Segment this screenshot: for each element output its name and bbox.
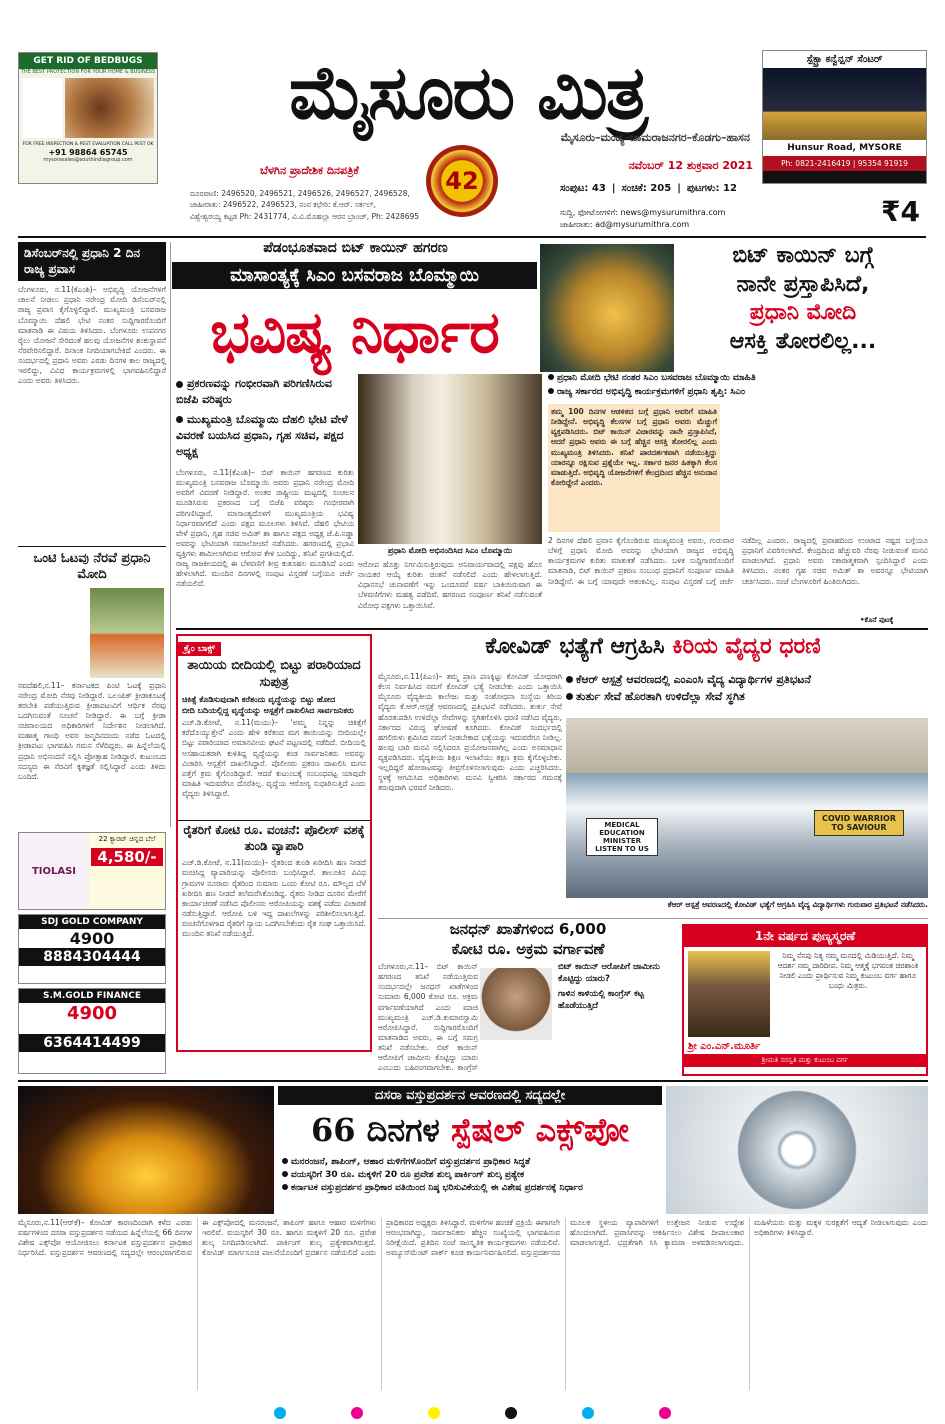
bedbugs-ad-subtitle: THE BEST PROTECTION FOR YOUR HOME & BUSINESS [20, 69, 156, 75]
bitcoin-bullet-2-text: ರಾಜ್ಯ ಸರ್ಕಾರದ ಅಭಿವೃದ್ಧಿ ಕಾರ್ಯಕ್ರಮಗಳಿಗೆ ಪ್ರಧಾನಿ ತೃಪ್ತಿ: ಸಿಎಂ [557, 386, 745, 397]
dasara-bullet-3-text: ಕರ್ನಾಟಕ ವಸ್ತುಪ್ರದರ್ಶನ ಪ್ರಾಧಿಕಾರ ವತಿಯಿಂದ ನಿಷ್ಠ ಭರಿಸುವಿಕೆಯಲ್ಲಿ ಈ ವಿಶೇಷ ಪ್ರದರ್ಶನಕ್ಕೆ ನಿರ್ಧಾರ [291, 1183, 583, 1194]
crime-sub-1b: ಬೀದಿ ಬದಿಯಲ್ಲಿದ್ದ ವೃದ್ಧೆಯನ್ನು ಆಸ್ಪತ್ರೆಗೆ ದಾಖಲಿಸಿದ ಸಾರ್ವಜನಿಕರು [182, 705, 354, 715]
section-rule-2 [378, 918, 928, 919]
dasara-bullet-1-text: ಮನರಂಜನೆ, ಶಾಪಿಂಗ್, ಆಹಾರ ಮಳಿಗೆಗಳೊಂದಿಗೆ ವಸ್ತುಪ್ರದರ್ಶನ ಪ್ರಾಧಿಕಾರ ಸಿದ್ಧತೆ [291, 1157, 531, 1167]
doctors-caption: ಕೆಆರ್ ಆಸ್ಪತ್ರೆ ಆವರಣದಲ್ಲಿ ಕೋವಿಡ್ ಭತ್ಯೆಗೆ ಆಗ್ರಹಿಸಿ ವೈದ್ಯ ವಿದ್ಯಾರ್ಥಿಗಳು ಗುರುವಾರ ಪ್ರತಿಭಟನೆ ನಡೆಸಿದರು. [667, 900, 928, 909]
sdj-phone: 8884304444 [19, 948, 165, 966]
tribute-title: 1ನೇ ವರ್ಷದ ಪುಣ್ಯಸ್ಮರಣೆ [684, 926, 926, 947]
dasara-body: ಮೈಸೂರು,ನ.11(ಆರ್‌ಕೆ)– ಕೋವಿಡ್ ಕಾರಣದಿಂದಾಗಿ ಕಳೆದ ಎರಡು ವರ್ಷಗಳಿಂದ ದಸರಾ ವಸ್ತುಪ್ರದರ್ಶನ ನಡೆಯದ ಹಿನ್ನೆಲೆಯಲ್ಲಿ 66 ದಿನಗಳ ವಿಶೇಷ ಎಕ್ಸ್‌ಪೋ ಆಯೋಜಿಸಲು ಕರ್ನಾಟಕ ವಸ್ತುಪ್ರದರ್ಶನ ಪ್ರಾಧಿಕಾರ ನಿರ್ಧರಿಸಿದೆ. ವಸ್ತುಪ್ರದರ್ಶನ ಆವರಣದಲ್ಲಿ ಸದ್ಯದಲ್ಲೇ ಆರಂಭವಾಗಲಿರುವ ಈ ಎಕ್ಸ್‌ಪೋದಲ್ಲಿ ಮನರಂಜನೆ, ಶಾಪಿಂಗ್ ಹಾಗೂ ಆಹಾರ ಮಳಿಗೆಗಳು ಇರಲಿವೆ. ವಯಸ್ಕರಿಗೆ 30 ರೂ. ಹಾಗೂ ಮಕ್ಕಳಿಗೆ 20 ರೂ. ಪ್ರವೇಶ ಶುಲ್ಕ ನಿಗದಿಪಡಿಸಲಾಗಿದೆ. ಪಾರ್ಕಿಂಗ್ ಶುಲ್ಕ ಪ್ರತ್ಯೇಕವಾಗಿರುತ್ತದೆ. ಕೋವಿಡ್ ಮಾರ್ಗಸೂಚಿ ಪಾಲನೆಯೊಂದಿಗೆ ಪ್ರದರ್ಶನ ನಡೆಯಲಿದೆ ಎಂದು ಪ್ರಾಧಿಕಾರದ ಅಧ್ಯಕ್ಷರು ತಿಳಿಸಿದ್ದಾರೆ. ಮಳಿಗೆಗಳ ಹಂಚಿಕೆ ಪ್ರಕ್ರಿಯೆ ಈಗಾಗಲೇ ಆರಂಭವಾಗಿದ್ದು, ಸಾರ್ವಜನಿಕರು ಹೆಚ್ಚಿನ ಸಂಖ್ಯೆಯಲ್ಲಿ ಭಾಗವಹಿಸುವ ನಿರೀಕ್ಷೆಯಿದೆ. ಪ್ರತಿದಿನ ಸಂಜೆ ಸಾಂಸ್ಕೃತಿಕ ಕಾರ್ಯಕ್ರಮಗಳು ನಡೆಯಲಿವೆ. ಅಮ್ಯೂಸ್‌ಮೆಂಟ್ ಪಾರ್ಕ್ ಕೂಡ ಕಾರ್ಯನಿರ್ವಹಿಸಲಿದೆ. ವಸ್ತುಪ್ರದರ್ಶನದ ಮೂಲಕ ಸ್ಥಳೀಯ ವ್ಯಾಪಾರಿಗಳಿಗೆ ಉತ್ತೇಜನ ನೀಡುವ ಉದ್ದೇಶ ಹೊಂದಲಾಗಿದೆ. ಪ್ರವಾಸಿಗರನ್ನು ಆಕರ್ಷಿಸಲು ವಿಶೇಷ ದೀಪಾಲಂಕಾರ ಮಾಡಲಾಗುತ್ತದೆ. ಭದ್ರತೆಗಾಗಿ ಸಿಸಿ ಕ್ಯಾಮರಾ ಅಳವಡಿಸಲಾಗುವುದು. ಮಹಿಳೆಯರು ಮತ್ತು ಮಕ್ಕಳ ಸುರಕ್ಷತೆಗೆ ಆದ್ಯತೆ ನೀಡಲಾಗುವುದು ಎಂದು ಅಧಿಕಾರಿಗಳು ತಿಳಿಸಿದ್ದಾರೆ. [18, 1218, 928, 1258]
thiolasi-ad[interactable] [18, 832, 166, 910]
crime-box-label: ಕ್ರೈಂ ಬಾಕ್ಸ್ [178, 642, 221, 656]
tribute-poem: ನಿಮ್ಮ ನೆನಪು ನಿತ್ಯ ನಮ್ಮ ಮನದಲ್ಲಿ ಮಿಡಿಯುತ್ತಿದೆ. ನಿಮ್ಮ ಆದರ್ಶ ನಮ್ಮ ದಾರಿದೀಪ. ನಿಮ್ಮ ಆತ್ಮಕ್ಕೆ ಭಗವಂತ ಚಿರಶಾಂತಿ ನೀಡಲಿ ಎಂದು ಪ್ರಾರ್ಥಿಸುವ ನಿಮ್ಮ ಕುಟುಂಬ ವರ್ಗ ಹಾಗೂ ಬಂಧು ಮಿತ್ರರು. [777, 951, 919, 991]
black-dot-icon [505, 1407, 517, 1419]
sdj-title: SDJ GOLD COMPANY [19, 915, 165, 929]
convention-photo [763, 68, 926, 140]
crime-body-1: ಎಚ್.ಡಿ.ಕೋಟೆ, ನ.11(ಮಯು)– 'ಅಮ್ಮ ನಿನ್ನನ್ನು ಚಿಕಿತ್ಸೆಗೆ ಕರೆದೊಯ್ಯುತ್ತೇನೆ' ಎಂದು ಹೇಳಿ ಕರೆತಂದ ಮಗ ತಾಯಿಯನ್ನು ಬೀದಿಯಲ್ಲೇ ಬಿಟ್ಟು ಪರಾರಿಯಾದ ಅಮಾನವೀಯ ಘಟನೆ ಪಟ್ಟಣದಲ್ಲಿ ನಡೆದಿದೆ. ಬೀದಿಯಲ್ಲಿ ಅಸಹಾಯಕರಾಗಿ ಕುಳಿತಿದ್ದ ವೃದ್ಧೆಯನ್ನು ಕಂಡ ಸಾರ್ವಜನಿಕರು ಅವರನ್ನು ವಿಚಾರಿಸಿ ಆಸ್ಪತ್ರೆಗೆ ದಾಖಲಿಸಿದ್ದಾರೆ. ಪೊಲೀಸರು ಪ್ರಕರಣ ದಾಖಲಿಸಿ ಮಗನ ಪತ್ತೆಗೆ ಕ್ರಮ ಕೈಗೊಂಡಿದ್ದಾರೆ. ಆದರೆ ಕುಟುಂಬಕ್ಕೆ ಸಂಬಂಧಪಟ್ಟ ಯಾವುದೇ ಮಾಹಿತಿ ಇದುವರೆಗೂ ದೊರೆತಿಲ್ಲ. ವೃದ್ಧೆಯ ಆರೋಗ್ಯ ಸುಧಾರಿಸುತ್ತಿದೆ ಎಂದು ವೈದ್ಯರು ತಿಳಿಸಿದ್ದಾರೆ. [182, 718, 366, 799]
jandhan-bullet-2: ಗಾಳಿನ ಕಾಳಿಯಲ್ಲಿ ಕಾಂಗ್ರೆಸ್ ಕಟ್ಟ ಹೊಡೆಯುತ್ತಿದೆ [558, 988, 644, 1011]
bullet-dot-icon [548, 374, 554, 380]
bullet-dot-icon [548, 388, 554, 394]
smgold-title: S.M.GOLD FINANCE [19, 989, 165, 1003]
tribute-name: ಶ್ರೀ ಎಂ.ಎನ್.ಮೂರ್ತಿ [688, 1041, 761, 1052]
crime-sub-1a: ಚಿಕಿತ್ಸೆ ಕೊಡಿಸುವುದಾಗಿ ಕರೆತಂದು ವೃದ್ಧೆಯನ್ನು ಬಿಟ್ಟು ಹೋದ [182, 694, 336, 704]
anniversary-logo [426, 145, 498, 217]
cyan-dot-icon [274, 1407, 286, 1419]
convention-ad[interactable] [762, 50, 927, 184]
bitcoin-headline-2: ನಾನೇ ಪ್ರಸ್ತಾಪಿಸಿದೆ, [736, 271, 870, 297]
doctors-headline-black: ಕೋವಿಡ್ ಭತ್ಯೆಗೆ ಆಗ್ರಹಿಸಿ [485, 634, 665, 659]
bullet-dot-icon [176, 416, 183, 423]
phones-line-3: ವಿಶ್ವೇಶ್ವರಯ್ಯ ಕಟ್ಟಡ Ph: 2431774, ವಿ.ವಿ.ಮೊಹಲ್ಲಾ ಆರನ ಬ್ರಾಂಚ್, Ph: 2428695 [190, 211, 420, 221]
bedbugs-photo [65, 78, 154, 138]
dasara-bullet-3 [282, 1182, 666, 1195]
phones-line-2: ಜಾಹೀರಾತು: 2496522, 2496523, ನಂನ ಕಛೇರಿ: ಕೆ.ಆರ್. ಸರ್ಕಲ್, [190, 200, 376, 210]
lead-bullet-2 [176, 412, 356, 460]
crime-body-2: ಎಚ್.ಡಿ.ಕೋಟೆ, ನ.11(ಮಯು)– ರೈತರಿಂದ ತುಂಡಿ ಖರೀದಿಸಿ ಹಣ ನೀಡದೆ ವಂಚಿಸಿದ್ದ ವ್ಯಾಪಾರಿಯನ್ನು ಪೊಲೀಸರು ಬಂಧಿಸಿದ್ದಾರೆ. ತಾಲೂಕಿನ ವಿವಿಧ ಗ್ರಾಮಗಳ ನೂರಾರು ರೈತರಿಂದ ಸುಮಾರು ಒಂದು ಕೋಟಿ ರೂ. ಮೌಲ್ಯದ ಬೆಳೆ ಖರೀದಿಸಿ ಹಣ ನೀಡದೆ ತಲೆಮರೆಸಿಕೊಂಡಿದ್ದ. ರೈತರು ನೀಡಿದ ದೂರಿನ ಮೇರೆಗೆ ಕಾರ್ಯಾಚರಣೆ ನಡೆಸಿದ ಪೊಲೀಸರು ಆರೋಪಿಯನ್ನು ವಶಕ್ಕೆ ಪಡೆದು ವಿಚಾರಣೆ ನಡೆಸುತ್ತಿದ್ದಾರೆ. ಆರೋಪಿ ಬಳಿ ಇದ್ದ ದಾಖಲೆಗಳನ್ನು ಪರಿಶೀಲಿಸಲಾಗುತ್ತಿದೆ. ವಂಚನೆಗೊಳಗಾದ ರೈತರಿಗೆ ನ್ಯಾಯ ಒದಗಿಸಬೇಕೆಂದು ರೈತ ಸಂಘ ಒತ್ತಾಯಿಸಿದೆ. ಮುಂದಿನ ತನಿಖೆ ನಡೆಯುತ್ತಿದೆ. [182, 858, 366, 939]
anniversary-number: 42 [445, 167, 479, 195]
doctors-headline-red: ಕಿರಿಯ ವೈದ್ಯರ ಧರಣಿ [672, 634, 821, 659]
section-rule-1 [176, 628, 928, 630]
jandhan-headline-2: ಕೋಟಿ ರೂ. ಅಕ್ರಮ ವರ್ಗಾವಣೆ [451, 939, 605, 958]
lead-bullet-2-text: ಮುಖ್ಯಮಂತ್ರಿ ಬೊಮ್ಮಾಯಿ ದೆಹಲಿ ಭೇಟಿ ವೇಳೆ ವಿವರಣೆ ಬಯಸಿದ ಪ್ರಧಾನಿ, ಗೃಹ ಸಚಿವ, ಪಕ್ಷದ ಅಧ್ಯಕ್ಷ [176, 412, 348, 458]
lead-bullet-1 [176, 376, 356, 408]
doctors-bullet-1-text: ಕೆಆರ್ ಆಸ್ಪತ್ರೆ ಆವರಣದಲ್ಲಿ ಎಂಎಂಸಿ ವೈದ್ಯ ವಿದ್ಯಾರ್ಥಿಗಳ ಪ್ರತಿಭಟನೆ [576, 673, 811, 686]
bitcoin-bullet-1-text: ಪ್ರಧಾನಿ ಮೋದಿ ಭೇಟಿ ನಂತರ ಸಿಎಂ ಬಸವರಾಜ ಬೊಮ್ಮಾಯಿ ಮಾಹಿತಿ [557, 373, 756, 383]
runner-photo [90, 588, 164, 678]
dasara-headline-red: ಸ್ಪೆಷಲ್ ಎಕ್ಸ್‌ಪೋ [450, 1111, 630, 1149]
bullet-dot-icon [176, 381, 183, 388]
lead-subhead: ಮಾಸಾಂತ್ಯಕ್ಕೆ ಸಿಎಂ ಬಸವರಾಜ ಬೊಮ್ಮಾಯಿ [172, 262, 537, 289]
convention-ad-title: ಸ್ಪೆಕ್ಟ್ರಾ ಕನ್ವೆನ್ಷನ್ ಸೆಂಟರ್ [763, 51, 926, 68]
lead-body-2: ಆರೋಪ ಹೊತ್ತು ನಿರ್ಗಮಿಸುತ್ತಿರುವುದು ಅನಿವಾರ್ಯವಾದಲ್ಲಿ ಪಕ್ಷವು ಹೊಸ ನಾಯಕರ ಆಯ್ಕೆ ಕುರಿತು ಚಿಂತನೆ ನಡೆಸಲಿದೆ ಎಂದು ಹೇಳಲಾಗುತ್ತಿದೆ. ವಿಧಾನಸಭೆ ಚುನಾವಣೆಗೆ ಇನ್ನು ಒಂದೂವರೆ ವರ್ಷ ಬಾಕಿಯಿರುವಾಗ ಈ ಬೆಳವಣಿಗೆಗಳು ಮಹತ್ವ ಪಡೆದಿವೆ. ಹಗರಣದ ಸಂಪೂರ್ಣ ತನಿಖೆ ನಡೆಸುವಂತೆ ವಿರೋಧ ಪಕ್ಷಗಳು ಒತ್ತಾಯಿಸಿವೆ. [358, 560, 542, 610]
left-body-2a [18, 588, 86, 678]
smgold-phone: 6364414499 [19, 1034, 165, 1052]
protest-sign-1: MEDICAL EDUCATION MINISTER LISTEN TO US [586, 818, 658, 856]
smgold-rate: 4900 [66, 1003, 118, 1024]
thiolasi-price: 4,580/- [91, 848, 163, 866]
doctors-bullet-2 [566, 689, 928, 706]
ad-email: ಜಾಹೀರಾತು: ad@mysurumithra.com [560, 220, 690, 229]
lead-body: ಬೆಂಗಳೂರು, ನ.11(ಕೆಎಂಶಿ)– ಬಿಟ್ ಕಾಯಿನ್ ಹಗರಣದ ಕುರಿತು ಮುಖ್ಯಮಂತ್ರಿ ಬಸವರಾಜ ಬೊಮ್ಮಾಯಿ ಅವರು ಪ್ರಧಾನಿ ನರೇಂದ್ರ ಮೋದಿ ಅವರಿಗೆ ವಿವರಣೆ ನೀಡಿದ್ದಾರೆ. ಅಂತರ ರಾಷ್ಟ್ರೀಯ ಮಟ್ಟದಲ್ಲಿ ಸಂಚಲನ ಮೂಡಿಸಿರುವ ಪ್ರಕರಣದ ಬಗ್ಗೆ ಬಿಜೆಪಿ ವರಿಷ್ಠರು ಗಂಭೀರವಾಗಿ ಪರಿಗಣಿಸಿದ್ದಾರೆ. ಮಾಸಾಂತ್ಯದೊಳಗೆ ಮುಖ್ಯಮಂತ್ರಿಯ ಭವಿಷ್ಯ ನಿರ್ಧಾರವಾಗಲಿದೆ ಎಂದು ಪಕ್ಷದ ಮೂಲಗಳು ತಿಳಿಸಿವೆ. ದೆಹಲಿ ಭೇಟಿಯ ವೇಳೆ ಪ್ರಧಾನಿ, ಗೃಹ ಸಚಿವ ಅಮಿತ್ ಶಾ ಹಾಗೂ ಪಕ್ಷದ ಅಧ್ಯಕ್ಷ ಜೆ.ಪಿ.ನಡ್ಡಾ ಅವರನ್ನು ಭೇಟಿಯಾಗಿ ಸಮಾಲೋಚನೆ ನಡೆಸಿದರು. ಹಗರಣದಲ್ಲಿ ಪ್ರಭಾವಿ ವ್ಯಕ್ತಿಗಳು ಶಾಮೀಲಾಗಿರುವ ಆರೋಪ ಕೇಳಿ ಬಂದಿದ್ದು, ತನಿಖೆ ಪ್ರಗತಿಯಲ್ಲಿದೆ. ರಾಜ್ಯ ರಾಜಕೀಯದಲ್ಲಿ ಈ ಬೆಳವಣಿಗೆ ತೀವ್ರ ಕುತೂಹಲ ಮೂಡಿಸಿದೆ ಎಂದು ಹೇಳಲಾಗಿದೆ. ಮುಂದಿನ ದಿನಗಳಲ್ಲಿ ಸಂಪುಟ ವಿಸ್ತರಣೆ ಬಗ್ಗೆಯೂ ಚರ್ಚೆ ನಡೆಯಲಿದೆ. [176, 468, 354, 589]
bitcoin-body-right [724, 404, 928, 532]
registration-marks [0, 1404, 945, 1423]
bitcoin-headline-1: ಬಿಟ್ ಕಾಯಿನ್ ಬಗ್ಗೆ [732, 243, 874, 268]
bedbugs-ad-phone: +91 98864 65745 [48, 148, 128, 157]
masthead-tagline: ಬೆಳಗಿನ ಪ್ರಾದೇಶಿಕ ದಿನಪತ್ರಿಕೆ [260, 164, 359, 177]
bedbugs-ad[interactable] [18, 52, 158, 184]
cyan-dot-icon [582, 1407, 594, 1419]
tribute-photo [688, 951, 770, 1037]
masthead-regions: ಮೈಸೂರು–ಮಂಡ್ಯ–ಚಾಮರಾಜನಗರ–ಕೊಡಗು–ಹಾಸನ [560, 131, 750, 144]
price: ₹4 [881, 195, 920, 228]
left-headline-1: ಡಿಸೆಂಬರ್‌ನಲ್ಲಿ ಪ್ರಧಾನಿ 2 ದಿನ ರಾಜ್ಯ ಪ್ರವಾಸ [18, 242, 166, 281]
palace-photo[interactable] [18, 1086, 274, 1214]
convention-ad-address: Hunsur Road, MYSORE [763, 140, 926, 156]
crime-headline-1: ತಾಯಿಯ ಬೀದಿಯಲ್ಲಿ ಬಿಟ್ಟು ಪರಾರಿಯಾದ ಸುಪುತ್ರ [187, 658, 361, 690]
left-col-rule [170, 242, 171, 827]
bedbugs-ad-text [22, 78, 62, 138]
doctors-body: ಮೈಸೂರು,ನ.11(ಪಿಎಂ)– ತಮ್ಮ ಪ್ರಾಣ ಪಣಕ್ಕಿಟ್ಟು ಕೋವಿಡ್ ಯೋಧರಾಗಿ ಕೆಲಸ ನಿರ್ವಹಿಸಿದ ನಮಗೆ ಕೋವಿಡ್ ಭತ್ಯೆ ನೀಡಬೇಕು ಎಂದು ಒತ್ತಾಯಿಸಿ ಮೈಸೂರು ವೈದ್ಯಕೀಯ ಕಾಲೇಜು ಮತ್ತು ಸಂಶೋಧನಾ ಸಂಸ್ಥೆಯ ಕಿರಿಯ ವೈದ್ಯರು ಕೆ.ಆರ್.ಆಸ್ಪತ್ರೆ ಆವರಣದಲ್ಲಿ ಪ್ರತಿಭಟನೆ ನಡೆಸಿದರು. ತುರ್ತು ಸೇವೆ ಹೊರತುಪಡಿಸಿ ಉಳಿದೆಲ್ಲಾ ಸೇವೆಗಳನ್ನು ಸ್ಥಗಿತಗೊಳಿಸಿ ಧರಣಿ ನಡೆಸಿದ ವೈದ್ಯರು, ಸರ್ಕಾರದ ವಿರುದ್ಧ ಘೋಷಣೆ ಕೂಗಿದರು. ಕೋವಿಡ್ ಸಂದರ್ಭದಲ್ಲಿ ಹಗಲಿರುಳು ಶ್ರಮಿಸಿದ ನಮಗೆ ನೀಡಬೇಕಾದ ಭತ್ಯೆಯನ್ನು ಇದುವರೆಗೂ ನೀಡಿಲ್ಲ. ಹಲವು ಬಾರಿ ಮನವಿ ಸಲ್ಲಿಸಿದರೂ ಪ್ರಯೋಜನವಾಗಿಲ್ಲ ಎಂದು ಅಸಮಾಧಾನ ವ್ಯಕ್ತಪಡಿಸಿದರು. ವೈದ್ಯಕೀಯ ಶಿಕ್ಷಣ ಇಲಾಖೆಯು ತಕ್ಷಣ ಕ್ರಮ ಕೈಗೊಳ್ಳಬೇಕು. ಇಲ್ಲದಿದ್ದರೆ ಹೋರಾಟವನ್ನು ತೀವ್ರಗೊಳಿಸಲಾಗುವುದು ಎಂದು ಎಚ್ಚರಿಸಿದರು. ಸ್ಥಳಕ್ಕೆ ಆಗಮಿಸಿದ ಅಧಿಕಾರಿಗಳು ಮನವಿ ಸ್ವೀಕರಿಸಿ ಸರ್ಕಾರದ ಗಮನಕ್ಕೆ ತರುವುದಾಗಿ ಭರವಸೆ ನೀಡಿದರು. [378, 672, 562, 793]
bedbugs-ad-offer: FOR FREE INSPECTION & PEST EVALUATION CALL PEST OK [22, 142, 154, 147]
bitcoin-headline-3: ಪ್ರಧಾನಿ ಮೋದಿ [749, 300, 857, 326]
dasara-bullet-2-text: ವಯಸ್ಕರಿಗೆ 30 ರೂ. ಮಕ್ಕಳಿಗೆ 20 ರೂ ಪ್ರವೇಶ ಶುಲ್ಕ ಪಾರ್ಕಿಂಗ್ ಶುಲ್ಕ ಪ್ರತ್ಯೇಕ [291, 1170, 524, 1181]
bitcoin-highlight-body: ತಮ್ಮ 100 ದಿನಗಳ ಆಡಳಿತದ ಬಗ್ಗೆ ಪ್ರಧಾನಿ ಅವರಿಗೆ ಮಾಹಿತಿ ನೀಡಿದ್ದೇನೆ. ಅಭಿವೃದ್ಧಿ ಕೆಲಸಗಳ ಬಗ್ಗೆ ಪ್ರಧಾನಿ ಅವರು ಮೆಚ್ಚುಗೆ ವ್ಯಕ್ತಪಡಿಸಿದರು. ಬಿಟ್ ಕಾಯಿನ್ ವಿಚಾರವನ್ನು ನಾನೇ ಪ್ರಸ್ತಾಪಿಸಿದೆ, ಆದರೆ ಪ್ರಧಾನಿ ಅವರು ಈ ಬಗ್ಗೆ ಹೆಚ್ಚಿನ ಆಸಕ್ತಿ ತೋರಲಿಲ್ಲ ಎಂದು ಮುಖ್ಯಮಂತ್ರಿ ತಿಳಿಸಿದರು. ತನಿಖೆ ಪಾರದರ್ಶಕವಾಗಿ ನಡೆಯುತ್ತಿದ್ದು ಯಾರನ್ನೂ ರಕ್ಷಿಸುವ ಪ್ರಶ್ನೆಯೇ ಇಲ್ಲ. ಸರ್ಕಾರ ಜನರ ಹಿತಕ್ಕಾಗಿ ಕೆಲಸ ಮಾಡುತ್ತಿದೆ. ಅಭಿವೃದ್ಧಿ ಯೋಜನೆಗಳಿಗೆ ಕೇಂದ್ರದಿಂದ ಹೆಚ್ಚಿನ ಅನುದಾನ ಕೋರಿದ್ದೇನೆ ಎಂದರು. [548, 404, 720, 532]
left-body-1: ಬೆಂಗಳೂರು, ನ.11(ಕೆಎಂಶಿ)– ಅಭಿವೃದ್ಧಿ ಯೋಜನೆಗಳಿಗೆ ಚಾಲನೆ ನೀಡಲು ಪ್ರಧಾನಿ ನರೇಂದ್ರ ಮೋದಿ ಡಿಸೆಂಬರ್‌ನಲ್ಲಿ ರಾಜ್ಯ ಪ್ರವಾಸ ಕೈಗೊಳ್ಳಲಿದ್ದಾರೆ. ಮುಖ್ಯಮಂತ್ರಿ ಬಸವರಾಜ ಬೊಮ್ಮಾಯಿ ದೆಹಲಿ ಭೇಟಿ ನಂತರ ಸುದ್ದಿಗಾರರೊಂದಿಗೆ ಮಾತನಾಡಿ ಈ ವಿಷಯ ತಿಳಿಸಿದರು. ಬೆಂಗಳೂರು ಉಪನಗರ ರೈಲು ಯೋಜನೆ ಸೇರಿದಂತೆ ಹಲವು ಯೋಜನೆಗಳ ಶಂಕುಸ್ಥಾಪನೆ ನೆರವೇರಿಸಲಿದ್ದಾರೆ. ದಿನಾಂಕ ನಿಗದಿಯಾಗಬೇಕಿದೆ ಎಂದರು. ಈ ಸಂದರ್ಭದಲ್ಲಿ ಪ್ರಧಾನಿ ಅವರು ಎರಡು ದಿನಗಳ ಕಾಲ ರಾಜ್ಯದಲ್ಲಿ ಇರಲಿದ್ದು, ವಿವಿಧ ಕಾರ್ಯಕ್ರಮಗಳಲ್ಲಿ ಭಾಗವಹಿಸಲಿದ್ದಾರೆ ಎಂದು ಅವರು ತಿಳಿಸಿದರು. [18, 285, 166, 386]
magenta-dot-icon [351, 1407, 363, 1419]
convention-ad-phone: Ph: 0821-2416419 | 95354 91919 [763, 156, 926, 171]
jandhan-body-2 [558, 1000, 676, 1074]
dasara-headline-black: 66 ದಿನಗಳ [310, 1111, 440, 1149]
bitcoin-photo [540, 244, 674, 372]
phones-line-1: ದೂರವಾಣಿ: 2496520, 2496521, 2496526, 2496527, 2496528, [190, 189, 410, 198]
lead-kicker: ಪೆಡಂಭೂತವಾದ ಬಿಟ್ ಕಾಯಿನ್ ಹಗರಣ [263, 240, 448, 256]
thiolasi-logo: TIOLASI [31, 865, 77, 877]
bullet-dot-icon [282, 1184, 288, 1190]
dasara-kicker: ದಸರಾ ವಸ್ತುಪ್ರದರ್ಶನ ಆವರಣದಲ್ಲಿ ಸದ್ಯದಲ್ಲೇ [278, 1086, 662, 1105]
dasara-bullet-2 [282, 1169, 666, 1182]
issue: ಸಂಚಿಕೆ: 205 [621, 183, 672, 194]
bullet-dot-icon [566, 693, 573, 700]
sm-gold-ad[interactable] [18, 988, 166, 1074]
doctors-bullet-1 [566, 672, 928, 689]
tribute-ad[interactable] [682, 924, 928, 1076]
lead-headline: ಭವಿಷ್ಯ ನಿರ್ಧಾರ [210, 298, 499, 366]
thiolasi-karat: 22 ಕ್ಯಾರಟ್ ಚಿನ್ನದ ಬೆಲೆ [98, 835, 156, 843]
bedbugs-ad-title: GET RID OF BEDBUGS [19, 53, 157, 69]
magenta-dot-icon [659, 1407, 671, 1419]
section-rule-3 [18, 1080, 928, 1082]
doctors-protest-photo[interactable] [566, 718, 928, 898]
sdj-gold-ad[interactable] [18, 914, 166, 984]
volume: ಸಂಪುಟ: 43 [560, 183, 606, 194]
bullet-dot-icon [282, 1171, 288, 1177]
bitcoin-body: 2 ದಿನಗಳ ದೆಹಲಿ ಪ್ರವಾಸ ಕೈಗೊಂಡಿರುವ ಮುಖ್ಯಮಂತ್ರಿ ಅವರು, ಗುರುವಾರ ಬೆಳಿಗ್ಗೆ ಪ್ರಧಾನಿ ಮೋದಿ ಅವರನ್ನು ಭೇಟಿಯಾಗಿ ರಾಜ್ಯದ ಅಭಿವೃದ್ಧಿ ಕಾರ್ಯಕ್ರಮಗಳ ಕುರಿತು ಮಾತುಕತೆ ನಡೆಸಿದರು. ಬಳಿಕ ಸುದ್ದಿಗಾರರೊಂದಿಗೆ ಮಾತನಾಡಿ, ಬಿಟ್ ಕಾಯಿನ್ ಪ್ರಕರಣ ಸಂಬಂಧ ಪ್ರಧಾನಿಗೆ ಸಂಪೂರ್ಣ ಮಾಹಿತಿ ನೀಡಿದ್ದೇನೆ. ಈ ಬಗ್ಗೆ ಯಾವುದೇ ಆತಂಕವಿಲ್ಲ. ಸಂಪುಟ ವಿಸ್ತರಣೆ ಬಗ್ಗೆ ಚರ್ಚೆ ನಡೆದಿಲ್ಲ ಎಂದರು. ರಾಜ್ಯದಲ್ಲಿ ಪ್ರವಾಹದಿಂದ ಉಂಟಾದ ನಷ್ಟದ ಬಗ್ಗೆಯೂ ಪ್ರಧಾನಿಗೆ ವಿವರಿಸಲಾಗಿದೆ. ಕೇಂದ್ರದಿಂದ ಹೆಚ್ಚುವರಿ ನೆರವು ನೀಡುವಂತೆ ಮನವಿ ಮಾಡಲಾಗಿದೆ. ಪ್ರಧಾನಿ ಅವರು ಸಕಾರಾತ್ಮಕವಾಗಿ ಸ್ಪಂದಿಸಿದ್ದಾರೆ ಎಂದು ತಿಳಿಸಿದರು. ನಂತರ ಗೃಹ ಸಚಿವ ಅಮಿತ್ ಶಾ ಅವರನ್ನೂ ಭೇಟಿಯಾಗಿ ಚರ್ಚಿಸಿದರು. ಸಂಜೆ ಬೆಂಗಳೂರಿಗೆ ಹಿಂತಿರುಗಿದರು. [548, 536, 928, 586]
sdj-rate: 4900 [69, 929, 115, 948]
left-body-2: ನವದೆಹಲಿ,ನ.11– ಕರ್ನಾಟಕದ ಪಿಂಟಿ ಓಟಕ್ಕೆ ಪ್ರಧಾನಿ ನರೇಂದ್ರ ಮೋದಿ ನೆರವು ನೀಡಿದ್ದಾರೆ. ಒಲಂಪಿಕ್ ಕ್ರೀಡಾಕೂಟಕ್ಕೆ ತರಬೇತಿ ಪಡೆಯುತ್ತಿರುವ ಕ್ರೀಡಾಪಟುವಿಗೆ ಆರ್ಥಿಕ ನೆರವು ಒದಗಿಸುವಂತೆ ಸೂಚನೆ ನೀಡಿದ್ದಾರೆ. ಈ ಬಗ್ಗೆ ಕ್ರೀಡಾ ಸಚಿವಾಲಯದ ಅಧಿಕಾರಿಗಳಿಗೆ ನಿರ್ದೇಶನ ನೀಡಲಾಗಿದೆ. ಮಹಾತ್ಮ ಗಾಂಧಿ ಅವರ ಜನ್ಮದಿನದಂದು ನಡೆದ ಓಟದಲ್ಲಿ ಕ್ರೀಡಾಪಟು ಭಾಗವಹಿಸಿ ಗಮನ ಸೆಳೆದಿದ್ದರು. ಈ ಹಿನ್ನೆಲೆಯಲ್ಲಿ ಪ್ರಧಾನಿ ಅಭಿನಂದನೆ ಸಲ್ಲಿಸಿ ಪ್ರೋತ್ಸಾಹ ನೀಡಿದ್ದಾರೆ. ಕುಟುಂಬದ ಸದಸ್ಯರು ಈ ನೆರವಿಗೆ ಕೃತಜ್ಞತೆ ಸಲ್ಲಿಸಿದ್ದಾರೆ ಎಂದು ತಿಳಿದು ಬಂದಿದೆ. [18, 680, 166, 781]
bitcoin-headline-4: ಆಸಕ್ತಿ ತೋರಲಿಲ್ಲ... [729, 328, 877, 354]
protest-sign-2: COVID WARRIOR TO SAVIOUR [814, 810, 904, 836]
tribute-family: ಶ್ರೀಮತಿ ಸರಸ್ವತಿ ಮತ್ತು ಕುಟುಂಬ ವರ್ಗ [684, 1054, 926, 1067]
cm-pm-photo[interactable] [358, 374, 542, 544]
lead-bullet-1-text: ಪ್ರಕರಣವನ್ನು ಗಂಭೀರವಾಗಿ ಪರಿಗಣಿಸಿರುವ ಬಿಜೆಪಿ ವರಿಷ್ಠರು [176, 377, 332, 406]
masthead-title: ಮೈಸೂರು ಮಿತ್ರ [288, 50, 647, 136]
jandhan-bullet-1: ಬಿಟ್ ಕಾಯಿನ್ ಆರೋಪಿಗೆ ಜಾಮೀನು ಕೊಟ್ಟಿದ್ದು ಯಾರು? [558, 962, 660, 984]
crime-headline-2: ರೈತರಿಗೆ ಕೋಟಿ ರೂ. ವಂಚನೆ: ಪೊಲೀಸ್ ವಶಕ್ಕೆ ತುಂಡಿ ವ್ಯಾಪಾರಿ [178, 820, 370, 856]
bitcoin-bullet-2 [548, 386, 928, 400]
bitcoin-bullet-1 [548, 372, 928, 386]
masthead-rule [18, 236, 926, 238]
continued-marker: •ಕೊನೆ ಪುಟಕ್ಕೆ [860, 616, 894, 624]
bullet-dot-icon [566, 676, 573, 683]
news-email: ಸುದ್ದಿ, ಫೋಟೋಗಳಿಗೆ: news@mysurumithra.com [560, 208, 726, 217]
left-headline-2: ಒಂಟಿ ಓಟವು ನೆರವೆ ಪ್ರಧಾನಿ ಮೋದಿ [18, 546, 166, 584]
bedbugs-ad-web: mysorasales@southindiagroup.com [43, 157, 133, 163]
jandhan-body: ಬೆಂಗಳೂರು,ನ.11– ಬಿಟ್ ಕಾಯಿನ್ ಹಗರಣದ ತನಿಖೆ ನಡೆಯುತ್ತಿರುವ ಸಂದರ್ಭದಲ್ಲೇ ಜನಧನ್ ಖಾತೆಗಳಿಂದ ಸುಮಾರು 6,000 ಕೋಟಿ ರೂ. ಅಕ್ರಮ ವರ್ಗಾವಣೆಯಾಗಿದೆ ಎಂದು ಮಾಜಿ ಮುಖ್ಯಮಂತ್ರಿ ಎಚ್.ಡಿ.ಕುಮಾರಸ್ವಾಮಿ ಆರೋಪಿಸಿದ್ದಾರೆ. ಸುದ್ದಿಗಾರರೊಂದಿಗೆ ಮಾತನಾಡಿದ ಅವರು, ಈ ಬಗ್ಗೆ ಸಮಗ್ರ ತನಿಖೆ ನಡೆಸಬೇಕು. ಬಿಟ್ ಕಾಯಿನ್ ಆರೋಪಿಗೆ ಜಾಮೀನು ಕೊಟ್ಟಿದ್ದು ಯಾರು ಎಂಬುದು ಬಹಿರಂಗವಾಗಬೇಕು. ಕಾಂಗ್ರೆಸ್ [378, 962, 478, 1073]
hdk-photo [480, 968, 552, 1040]
ferris-wheel-photo[interactable] [666, 1086, 928, 1214]
jandhan-headline-1: ಜನಧನ್ ಖಾತೆಗಳಿಂದ 6,000 [449, 920, 607, 938]
doctors-bullet-2-text: ತುರ್ತು ಸೇವೆ ಹೊರತಾಗಿ ಉಳಿದೆಲ್ಲಾ ಸೇವೆ ಸ್ಥಗಿತ [576, 689, 745, 703]
cm-pm-caption: ಪ್ರಧಾನಿ ಮೋದಿ ಅಭಿನಂದಿಸಿದ ಸಿಎಂ ಬೊಮ್ಮಾಯಿ [387, 546, 513, 555]
bullet-dot-icon [282, 1158, 288, 1164]
dasara-bullet-1 [282, 1156, 666, 1169]
yellow-dot-icon [428, 1407, 440, 1419]
page-count: ಪುಟಗಳು: 12 [686, 183, 737, 194]
masthead-date: ನವೆಂಬರ್ 12 ಶುಕ್ರವಾರ 2021 [628, 159, 753, 172]
